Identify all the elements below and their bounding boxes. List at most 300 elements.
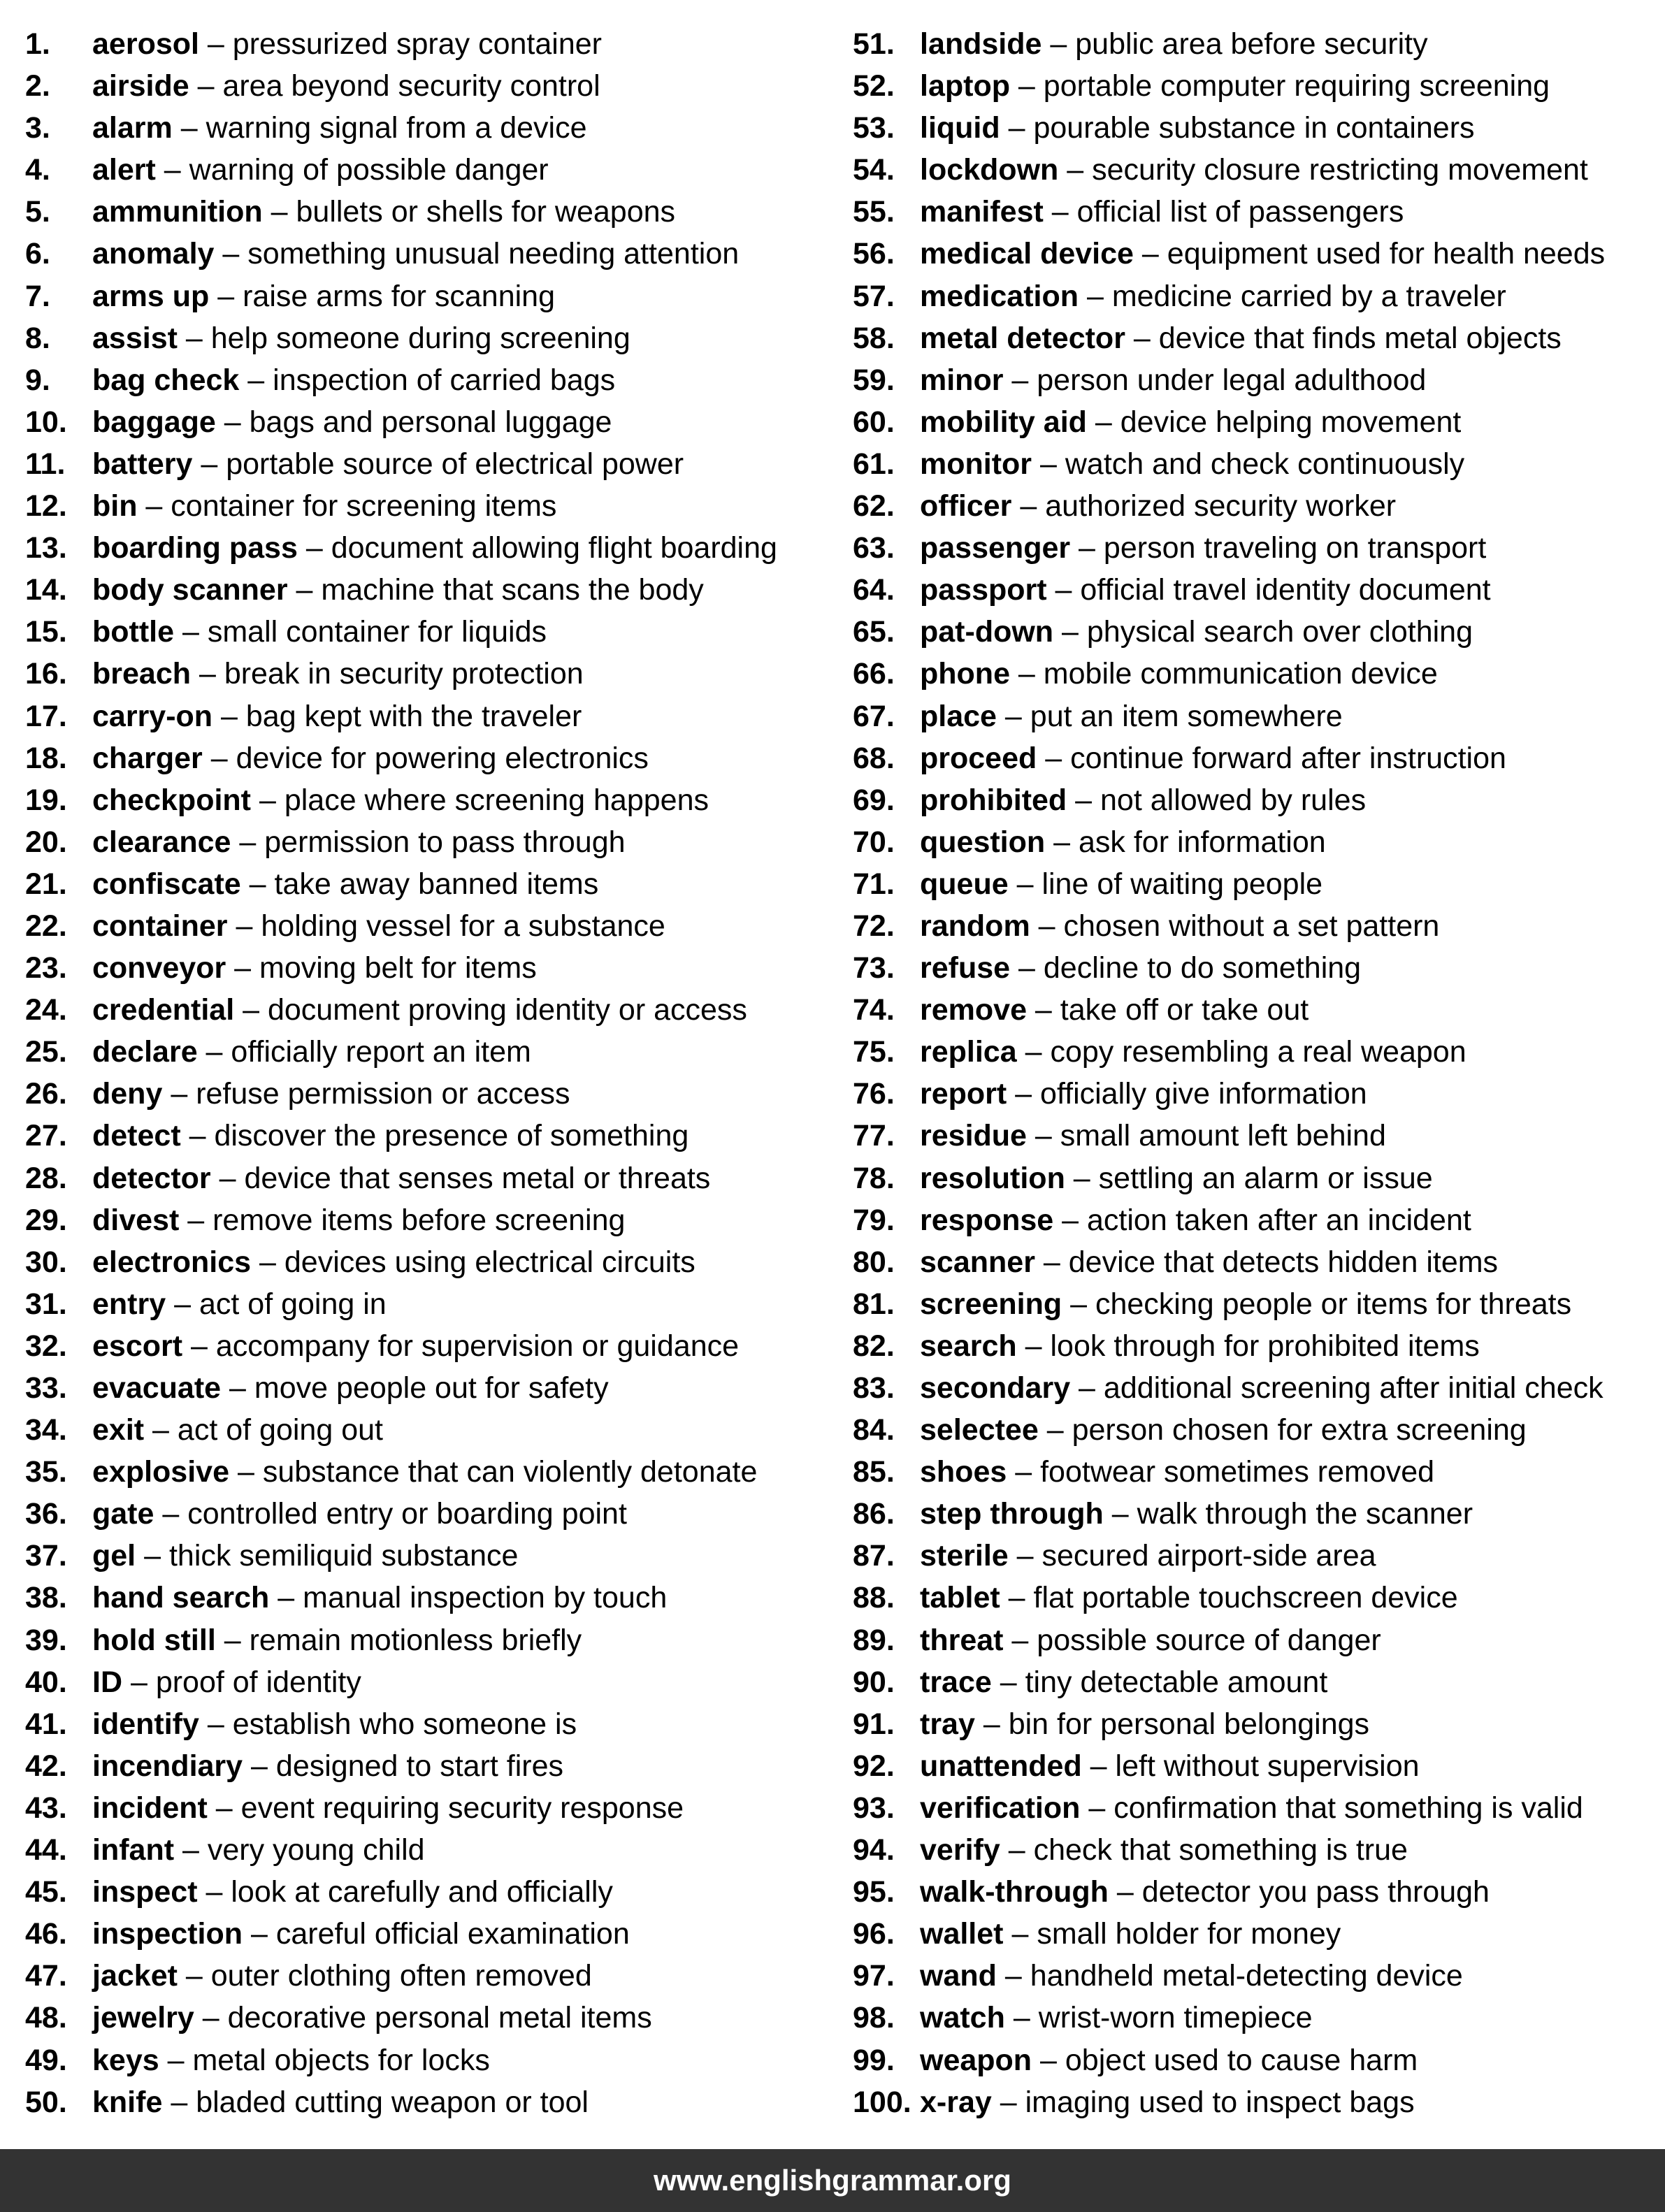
vocabulary-entry (25, 443, 843, 485)
entry-separator: – (1070, 1371, 1104, 1405)
entry-number: 87. (853, 1539, 895, 1573)
vocabulary-entry (25, 317, 843, 359)
entry-content (920, 1619, 1381, 1661)
entry-content (920, 1745, 1420, 1787)
vocabulary-entry (25, 1871, 843, 1913)
entry-content (92, 1451, 757, 1493)
entry-separator: – (177, 321, 211, 355)
vocabulary-entry (853, 1115, 1657, 1157)
entry-definition: something unusual needing attention (247, 237, 740, 271)
entry-separator: – (240, 867, 275, 901)
entry-term: wand (920, 1959, 997, 1993)
entry-separator: – (212, 699, 246, 733)
vocabulary-entry (853, 695, 1657, 737)
entry-number: 35. (25, 1455, 67, 1489)
entry-content (920, 233, 1605, 275)
vocabulary-entry (25, 1535, 843, 1577)
vocabulary-entry (25, 989, 843, 1031)
vocabulary-entry (25, 821, 843, 863)
vocabulary-entry (853, 1493, 1657, 1535)
vocabulary-entry (25, 1241, 843, 1283)
entry-number: 37. (25, 1539, 67, 1573)
entry-separator: – (159, 2043, 193, 2077)
entry-term: alert (92, 153, 156, 187)
entry-definition: establish who someone is (232, 1707, 577, 1741)
vocabulary-entry (25, 1157, 843, 1199)
entry-separator: – (262, 195, 296, 229)
entry-content (92, 1577, 667, 1619)
vocabulary-entry (25, 1451, 843, 1493)
entry-number: 10. (25, 405, 67, 439)
entry-term: liquid (920, 111, 1000, 145)
vocabulary-entry (853, 611, 1657, 653)
entry-definition: official list of passengers (1076, 195, 1404, 229)
entry-content (920, 485, 1396, 527)
entry-separator: – (1000, 111, 1034, 145)
entry-number: 19. (25, 783, 67, 817)
entry-number: 95. (853, 1875, 895, 1909)
entry-content (920, 149, 1588, 191)
entry-term: bag check (92, 363, 240, 397)
entry-separator: – (1009, 657, 1044, 691)
entry-content (920, 1241, 1498, 1283)
entry-definition: medicine carried by a traveler (1111, 279, 1506, 313)
entry-definition: device that senses metal or threats (244, 1161, 711, 1195)
entry-number: 43. (25, 1791, 67, 1825)
entry-definition: watch and check continuously (1065, 447, 1465, 481)
entry-term: checkpoint (92, 783, 251, 817)
entry-term: step through (920, 1497, 1104, 1531)
vocabulary-entry (853, 1199, 1657, 1241)
entry-separator: – (1041, 27, 1076, 61)
vocabulary-entry (853, 1619, 1657, 1661)
vocabulary-entry (853, 947, 1657, 989)
entry-content (92, 1241, 695, 1283)
entry-separator: – (991, 1665, 1025, 1699)
entry-content (92, 1619, 582, 1661)
entry-definition: check that something is true (1033, 1833, 1408, 1867)
vocabulary-entry (25, 653, 843, 695)
entry-definition: warning of possible danger (189, 153, 549, 187)
entry-number: 15. (25, 615, 67, 649)
entry-content (92, 359, 615, 401)
entry-term: container (92, 909, 228, 943)
entry-term: x-ray (920, 2085, 992, 2119)
entry-number: 27. (25, 1119, 67, 1153)
entry-term: aerosol (92, 27, 199, 61)
entry-separator: – (1009, 69, 1044, 103)
entry-definition: break in security protection (224, 657, 584, 691)
entry-content (92, 821, 626, 863)
entry-definition: bin for personal belongings (1008, 1707, 1370, 1741)
entry-number: 79. (853, 1203, 895, 1237)
vocabulary-entry (25, 191, 843, 233)
entry-separator: – (1125, 321, 1159, 355)
entry-separator: – (991, 2085, 1025, 2119)
vocabulary-entry (25, 527, 843, 569)
entry-term: jewelry (92, 2001, 194, 2035)
entry-definition: discover the presence of something (214, 1119, 689, 1153)
vocabulary-entry (853, 821, 1657, 863)
vocabulary-entry (853, 569, 1657, 611)
entry-term: infant (92, 1833, 175, 1867)
entry-term: wallet (920, 1917, 1004, 1951)
entry-number: 3. (25, 111, 50, 145)
entry-separator: – (974, 1707, 1009, 1741)
entry-number: 5. (25, 195, 50, 229)
vocabulary-entry (25, 1829, 843, 1871)
entry-content (92, 65, 600, 107)
entry-definition: authorized security worker (1045, 489, 1397, 523)
entry-separator: – (197, 1875, 231, 1909)
entry-separator: – (1000, 1833, 1034, 1867)
entry-definition: copy resembling a real weapon (1050, 1035, 1466, 1069)
entry-definition: thick semiliquid substance (168, 1539, 519, 1573)
entry-separator: – (996, 1959, 1030, 1993)
entry-definition: person under legal adulthood (1037, 363, 1427, 397)
vocabulary-entry (853, 359, 1657, 401)
entry-content (920, 695, 1343, 737)
entry-definition: physical search over clothing (1086, 615, 1473, 649)
entry-term: assist (92, 321, 178, 355)
entry-content (92, 1283, 387, 1325)
entry-number: 32. (25, 1329, 67, 1363)
entry-number: 94. (853, 1833, 895, 1867)
entry-content (920, 2081, 1415, 2123)
entry-number: 22. (25, 909, 67, 943)
entry-definition: not allowed by rules (1100, 783, 1367, 817)
entry-definition: person chosen for extra screening (1072, 1413, 1527, 1447)
entry-separator: – (182, 1329, 216, 1363)
entry-number: 69. (853, 783, 895, 817)
entry-content (92, 1409, 383, 1451)
entry-content (92, 653, 584, 695)
vocabulary-entry (25, 1913, 843, 1955)
entry-number: 97. (853, 1959, 895, 1993)
entry-term: replica (920, 1035, 1017, 1069)
entry-term: electronics (92, 1245, 252, 1279)
entry-number: 74. (853, 993, 895, 1027)
entry-definition: document allowing flight boarding (331, 531, 777, 565)
entry-separator: – (1026, 993, 1060, 1027)
entry-term: residue (920, 1119, 1027, 1153)
entry-separator: – (214, 237, 248, 271)
entry-number: 89. (853, 1623, 895, 1657)
entry-content (92, 1325, 739, 1367)
entry-term: gel (92, 1539, 136, 1573)
entry-separator: – (162, 1077, 196, 1111)
entry-definition: handheld metal-detecting device (1030, 1959, 1463, 1993)
vocabulary-entry (25, 1745, 843, 1787)
entry-term: inspection (92, 1917, 243, 1951)
entry-number: 26. (25, 1077, 67, 1111)
entry-number: 1. (25, 27, 50, 61)
entry-content (920, 1451, 1434, 1493)
entry-content (92, 317, 630, 359)
vocabulary-entry (853, 233, 1657, 275)
entry-term: escort (92, 1329, 183, 1363)
entry-definition: footwear sometimes removed (1040, 1455, 1435, 1489)
entry-number: 83. (853, 1371, 895, 1405)
entry-number: 34. (25, 1413, 67, 1447)
entry-definition: metal objects for locks (192, 2043, 490, 2077)
entry-content (920, 569, 1491, 611)
entry-term: breach (92, 657, 192, 691)
entry-content (920, 989, 1309, 1031)
entry-definition: event requiring security response (240, 1791, 684, 1825)
entry-number: 46. (25, 1917, 67, 1951)
entry-content (92, 779, 709, 821)
entry-content (920, 1871, 1490, 1913)
entry-separator: – (180, 1119, 215, 1153)
entry-term: ID (92, 1665, 122, 1699)
entry-definition: flat portable touchscreen device (1033, 1581, 1458, 1615)
entry-content (920, 1409, 1527, 1451)
entry-content (92, 23, 602, 65)
entry-term: monitor (920, 447, 1032, 481)
entry-content (92, 1871, 613, 1913)
entry-separator: – (191, 657, 224, 691)
entry-separator: – (229, 1455, 263, 1489)
entry-term: search (920, 1329, 1017, 1363)
entry-content (92, 947, 537, 989)
entry-term: shoes (920, 1455, 1007, 1489)
entry-content (92, 527, 777, 569)
vocabulary-entry (25, 2039, 843, 2081)
entry-term: boarding pass (92, 531, 298, 565)
entry-separator: – (207, 1791, 241, 1825)
entry-separator: – (1026, 1119, 1060, 1153)
entry-number: 98. (853, 2001, 895, 2035)
entry-definition: small holder for money (1037, 1917, 1341, 1951)
entry-definition: look through for prohibited items (1050, 1329, 1480, 1363)
vocabulary-column-right (853, 23, 1657, 2123)
entry-content (92, 569, 704, 611)
vocabulary-entry (25, 359, 843, 401)
entry-term: knife (92, 2085, 163, 2119)
entry-number: 24. (25, 993, 67, 1027)
entry-content (920, 1367, 1603, 1409)
entry-number: 81. (853, 1287, 895, 1321)
entry-term: verification (920, 1791, 1081, 1825)
entry-definition: accompany for supervision or guidance (215, 1329, 740, 1363)
entry-separator: – (1053, 615, 1087, 649)
entry-definition: devices using electrical circuits (284, 1245, 695, 1279)
entry-term: keys (92, 2043, 159, 2077)
entry-term: battery (92, 447, 193, 481)
entry-term: arms up (92, 279, 210, 313)
entry-separator: – (1016, 1035, 1051, 1069)
entry-content (920, 821, 1326, 863)
vocabulary-entry (25, 1115, 843, 1157)
entry-separator: – (251, 1245, 284, 1279)
entry-definition: decline to do something (1043, 951, 1362, 985)
entry-number: 64. (853, 573, 895, 607)
entry-term: conveyor (92, 951, 226, 985)
entry-content (920, 443, 1464, 485)
entry-content (92, 1115, 689, 1157)
entry-separator: – (174, 615, 208, 649)
entry-content (920, 401, 1461, 443)
entry-number: 77. (853, 1119, 895, 1153)
footer-website-link[interactable]: www.englishgrammar.org (654, 2164, 1011, 2197)
entry-term: mobility aid (920, 405, 1087, 439)
entry-separator: – (177, 1959, 211, 1993)
entry-definition: bullets or shells for weapons (296, 195, 676, 229)
entry-content (920, 1661, 1327, 1703)
entry-content (92, 107, 587, 149)
vocabulary-entry (25, 1031, 843, 1073)
vocabulary-entry (853, 1745, 1657, 1787)
entry-content (920, 1577, 1458, 1619)
entry-definition: mobile communication device (1043, 657, 1438, 691)
entry-number: 54. (853, 153, 895, 187)
vocabulary-entry (25, 1493, 843, 1535)
vocabulary-entry (25, 905, 843, 947)
entry-definition: act of going in (199, 1287, 387, 1321)
entry-content (920, 1031, 1466, 1073)
vocabulary-entry (853, 2039, 1657, 2081)
vocabulary-entry (853, 317, 1657, 359)
entry-separator: – (1133, 237, 1167, 271)
vocabulary-entry (25, 1367, 843, 1409)
vocabulary-entry (853, 989, 1657, 1031)
entry-number: 51. (853, 27, 895, 61)
entry-term: selectee (920, 1413, 1039, 1447)
entry-term: explosive (92, 1455, 229, 1489)
entry-content (92, 1787, 684, 1829)
entry-number: 11. (25, 447, 66, 481)
entry-content (92, 863, 598, 905)
entry-term: place (920, 699, 997, 733)
vocabulary-entry (25, 947, 843, 989)
entry-content (92, 1661, 361, 1703)
entry-number: 9. (25, 363, 50, 397)
entry-separator: – (227, 909, 261, 943)
vocabulary-entry (853, 527, 1657, 569)
vocabulary-entry (25, 1955, 843, 1997)
entry-number: 30. (25, 1245, 67, 1279)
entry-term: deny (92, 1077, 163, 1111)
entry-content (920, 1829, 1408, 1871)
entry-separator: – (1079, 279, 1112, 313)
entry-definition: portable source of electrical power (226, 447, 684, 481)
entry-definition: person traveling on transport (1103, 531, 1487, 565)
entry-content (92, 905, 665, 947)
entry-separator: – (269, 1581, 303, 1615)
vocabulary-entry (853, 1913, 1657, 1955)
entry-content (92, 1535, 518, 1577)
entry-term: confiscate (92, 867, 241, 901)
vocabulary-entry (853, 1955, 1657, 1997)
entry-definition: look at carefully and officially (231, 1875, 613, 1909)
entry-separator: – (1030, 909, 1064, 943)
entry-number: 78. (853, 1161, 895, 1195)
entry-separator: – (194, 2001, 228, 2035)
entry-number: 6. (25, 237, 50, 271)
entry-content (920, 2039, 1418, 2081)
entry-term: bottle (92, 615, 175, 649)
vocabulary-entry (853, 1409, 1657, 1451)
vocabulary-entry (853, 191, 1657, 233)
vocabulary-entry (853, 1661, 1657, 1703)
entry-content (92, 737, 649, 779)
entry-content (920, 65, 1550, 107)
entry-separator: – (1037, 741, 1071, 775)
entry-separator: – (231, 825, 265, 859)
vocabulary-entry (853, 737, 1657, 779)
entry-definition: machine that scans the body (321, 573, 704, 607)
entry-separator: – (1043, 195, 1077, 229)
entry-number: 84. (853, 1413, 895, 1447)
entry-definition: refuse permission or access (196, 1077, 570, 1111)
entry-term: detect (92, 1119, 181, 1153)
vocabulary-entry (853, 1367, 1657, 1409)
entry-content (92, 401, 612, 443)
vocabulary-entry (853, 1283, 1657, 1325)
entry-definition: detector you pass through (1141, 1875, 1490, 1909)
entry-separator: – (1011, 489, 1046, 523)
entry-separator: – (174, 1833, 208, 1867)
entry-number: 50. (25, 2085, 67, 2119)
entry-content (92, 611, 547, 653)
entry-content (92, 1955, 592, 1997)
entry-number: 66. (853, 657, 895, 691)
vocabulary-entry (25, 485, 843, 527)
entry-definition: tiny detectable amount (1025, 1665, 1328, 1699)
entry-definition: device for powering electronics (236, 741, 649, 775)
entry-definition: proof of identity (155, 1665, 361, 1699)
entry-definition: raise arms for scanning (243, 279, 555, 313)
entry-separator: – (1003, 1917, 1037, 1951)
entry-definition: device that detects hidden items (1068, 1245, 1499, 1279)
entry-number: 61. (853, 447, 895, 481)
entry-number: 2. (25, 69, 50, 103)
entry-number: 18. (25, 741, 67, 775)
vocabulary-entry (25, 1409, 843, 1451)
entry-content (920, 107, 1475, 149)
entry-content (920, 653, 1438, 695)
entry-definition: take off or take out (1060, 993, 1309, 1027)
entry-number: 12. (25, 489, 67, 523)
entry-separator: – (1003, 363, 1037, 397)
entry-number: 7. (25, 279, 50, 313)
vocabulary-entry (853, 1703, 1657, 1745)
entry-separator: – (202, 741, 236, 775)
entry-definition: remove items before screening (212, 1203, 626, 1237)
entry-number: 42. (25, 1749, 67, 1783)
entry-term: divest (92, 1203, 180, 1237)
entry-content (920, 905, 1439, 947)
vocabulary-entry (25, 611, 843, 653)
entry-term: passenger (920, 531, 1071, 565)
vocabulary-entry (25, 65, 843, 107)
entry-number: 33. (25, 1371, 67, 1405)
entry-definition: chosen without a set pattern (1063, 909, 1440, 943)
entry-separator: – (199, 27, 233, 61)
entry-number: 44. (25, 1833, 67, 1867)
entry-number: 8. (25, 321, 50, 355)
entry-term: sterile (920, 1539, 1009, 1573)
entry-separator: – (1038, 1413, 1072, 1447)
entry-term: medical device (920, 237, 1134, 271)
entry-definition: very young child (207, 1833, 425, 1867)
entry-number: 85. (853, 1455, 895, 1489)
entry-number: 48. (25, 2001, 67, 2035)
entry-number: 49. (25, 2043, 67, 2077)
entry-separator: – (243, 1749, 276, 1783)
entry-content (920, 359, 1426, 401)
